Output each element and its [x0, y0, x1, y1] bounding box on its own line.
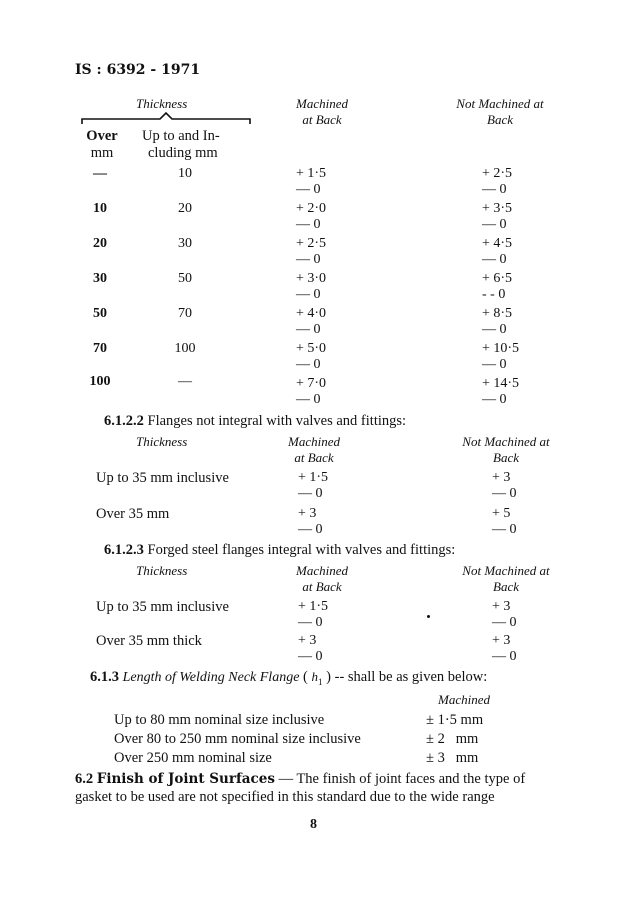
cell-machined-plus: + 3: [298, 506, 317, 521]
cell-notmachined-plus: + 3·5: [482, 201, 513, 216]
row-value: ± 2 mm: [426, 731, 479, 747]
section-6-1-2-3-heading: [104, 542, 455, 559]
cell-notmachined-minus: — 0: [482, 182, 507, 197]
paren-open: (: [303, 669, 312, 685]
cell-notmachined-plus: + 14·5: [482, 376, 520, 391]
cell-machined-minus: — 0: [296, 182, 321, 197]
page-number: 8: [310, 817, 317, 832]
row-label: Over 80 to 250 mm nominal size inclusive: [114, 731, 361, 747]
cell-machined-plus: + 5·0: [296, 341, 327, 356]
cell-machined-plus: + 4·0: [296, 306, 327, 321]
cell-over: 100: [89, 374, 111, 389]
cell-notmachined-plus: + 10·5: [482, 341, 520, 356]
cell-notmachined-plus: + 6·5: [482, 271, 513, 286]
cell-notmachined-minus: — 0: [482, 252, 507, 267]
col-upto-header-1: Up to and In-: [142, 128, 220, 144]
cell-notmachined-plus: + 3: [492, 470, 511, 485]
cell-machined-plus: + 1·5: [298, 470, 329, 485]
thickness-brace: [80, 112, 252, 128]
cell-machined-plus: + 2·0: [296, 201, 327, 216]
cell-notmachined-minus: - - 0: [482, 287, 506, 302]
row-value: ± 3 mm: [426, 750, 479, 766]
cell-notmachined-plus: + 8·5: [482, 306, 513, 321]
cell-machined-plus: + 3: [298, 633, 317, 648]
stray-dot: [427, 615, 430, 618]
cell-machined-minus: — 0: [298, 649, 323, 664]
row-label: Over 35 mm thick: [96, 633, 202, 649]
section-number: 6.1.2.3: [104, 542, 144, 558]
symbol-subscript: 1: [318, 676, 323, 687]
cell-over: 10: [93, 201, 107, 216]
section-title: Forged steel flanges integral with valves and fittings:: [147, 542, 456, 558]
row-label: Over 35 mm: [96, 506, 170, 522]
row-label: Up to 80 mm nominal size inclusive: [114, 712, 325, 728]
col-machined-header-1: Machined: [296, 563, 348, 578]
cell-machined-minus: — 0: [296, 217, 321, 232]
col-notmachined-header-1: Not Machined at: [456, 96, 544, 111]
row-label: Up to 35 mm inclusive: [96, 470, 229, 486]
cell-upto: 30: [178, 236, 192, 251]
section-6-2-line-2: gasket to be used are not specified in this standard due to the wide range: [75, 789, 495, 805]
cell-machined-plus: + 2·5: [296, 236, 327, 251]
cell-over: 50: [93, 306, 107, 321]
document-header: IS : 6392 - 1971: [75, 62, 201, 78]
row-value: ± 1·5 mm: [426, 712, 484, 728]
section-title: Finish of Joint Surfaces: [96, 771, 275, 787]
cell-notmachined-plus: + 2·5: [482, 166, 513, 181]
cell-notmachined-minus: — 0: [492, 522, 517, 537]
section-number: 6.2: [75, 771, 94, 787]
col-notmachined-header-2: Back: [493, 579, 519, 594]
col-thickness-header: Thickness: [136, 96, 188, 111]
cell-machined-plus: + 7·0: [296, 376, 327, 391]
section-title: Length of Welding Neck Flange: [122, 670, 300, 685]
section-6-1-2-2-heading: [104, 413, 406, 430]
col-thickness-header: Thickness: [136, 434, 188, 449]
cell-upto: 70: [178, 306, 192, 321]
section-number: 6.1.3: [90, 669, 119, 685]
cell-upto: 20: [178, 201, 192, 216]
row-label: Over 250 mm nominal size: [114, 750, 272, 766]
cell-upto: 100: [174, 341, 196, 356]
col-machined-header-1: Machined: [288, 434, 340, 449]
col-machined-header: Machined: [438, 692, 490, 707]
col-over-header-1: Over: [86, 128, 118, 144]
cell-machined-minus: — 0: [296, 392, 321, 407]
col-over-header-2: mm: [90, 145, 114, 161]
cell-notmachined-minus: — 0: [492, 486, 517, 501]
paren-close: ): [322, 669, 331, 685]
cell-machined-minus: — 0: [296, 357, 321, 372]
section-6-2-line-1: [75, 771, 525, 788]
cell-notmachined-plus: + 4·5: [482, 236, 513, 251]
symbol-h: h: [311, 669, 319, 684]
cell-upto: 50: [178, 271, 192, 286]
cell-machined-plus: + 1·5: [296, 166, 327, 181]
cell-over: 30: [93, 271, 107, 286]
section-rest: -- shall be as given below:: [330, 669, 488, 685]
cell-machined-minus: — 0: [296, 287, 321, 302]
section-dash: —: [274, 771, 297, 787]
cell-machined-minus: — 0: [298, 615, 323, 630]
cell-machined-plus: + 3·0: [296, 271, 327, 286]
section-title: Flanges not integral with valves and fittings:: [147, 413, 407, 429]
col-notmachined-header-2: Back: [493, 450, 519, 465]
row-label: Up to 35 mm inclusive: [96, 599, 229, 615]
col-machined-header-2: at Back: [294, 450, 334, 465]
cell-upto: 10: [178, 166, 192, 181]
cell-over: —: [93, 166, 107, 181]
cell-notmachined-minus: — 0: [492, 649, 517, 664]
col-notmachined-header-1: Not Machined at: [462, 434, 550, 449]
cell-upto: —: [178, 374, 192, 389]
cell-machined-plus: + 1·5: [298, 599, 329, 614]
cell-machined-minus: — 0: [296, 322, 321, 337]
cell-notmachined-minus: — 0: [482, 322, 507, 337]
cell-notmachined-plus: + 3: [492, 599, 511, 614]
section-text: The finish of joint faces and the type of: [296, 771, 526, 787]
col-machined-header-2: at Back: [302, 579, 342, 594]
col-upto-header-2: cluding mm: [148, 145, 218, 161]
cell-notmachined-minus: — 0: [482, 357, 507, 372]
cell-over: 70: [93, 341, 107, 356]
col-notmachined-header-2: Back: [487, 112, 513, 127]
cell-notmachined-minus: — 0: [482, 217, 507, 232]
cell-notmachined-minus: — 0: [492, 615, 517, 630]
cell-machined-minus: — 0: [296, 252, 321, 267]
col-machined-header-1: Machined: [296, 96, 348, 111]
cell-over: 20: [93, 236, 107, 251]
cell-notmachined-minus: — 0: [482, 392, 507, 407]
section-number: 6.1.2.2: [104, 413, 144, 429]
col-machined-header-2: at Back: [302, 112, 342, 127]
cell-machined-minus: — 0: [298, 486, 323, 501]
cell-notmachined-plus: + 3: [492, 633, 511, 648]
cell-machined-minus: — 0: [298, 522, 323, 537]
col-thickness-header: Thickness: [136, 563, 188, 578]
col-notmachined-header-1: Not Machined at: [462, 563, 550, 578]
cell-notmachined-plus: + 5: [492, 506, 511, 521]
section-6-1-3-heading: [90, 669, 487, 687]
